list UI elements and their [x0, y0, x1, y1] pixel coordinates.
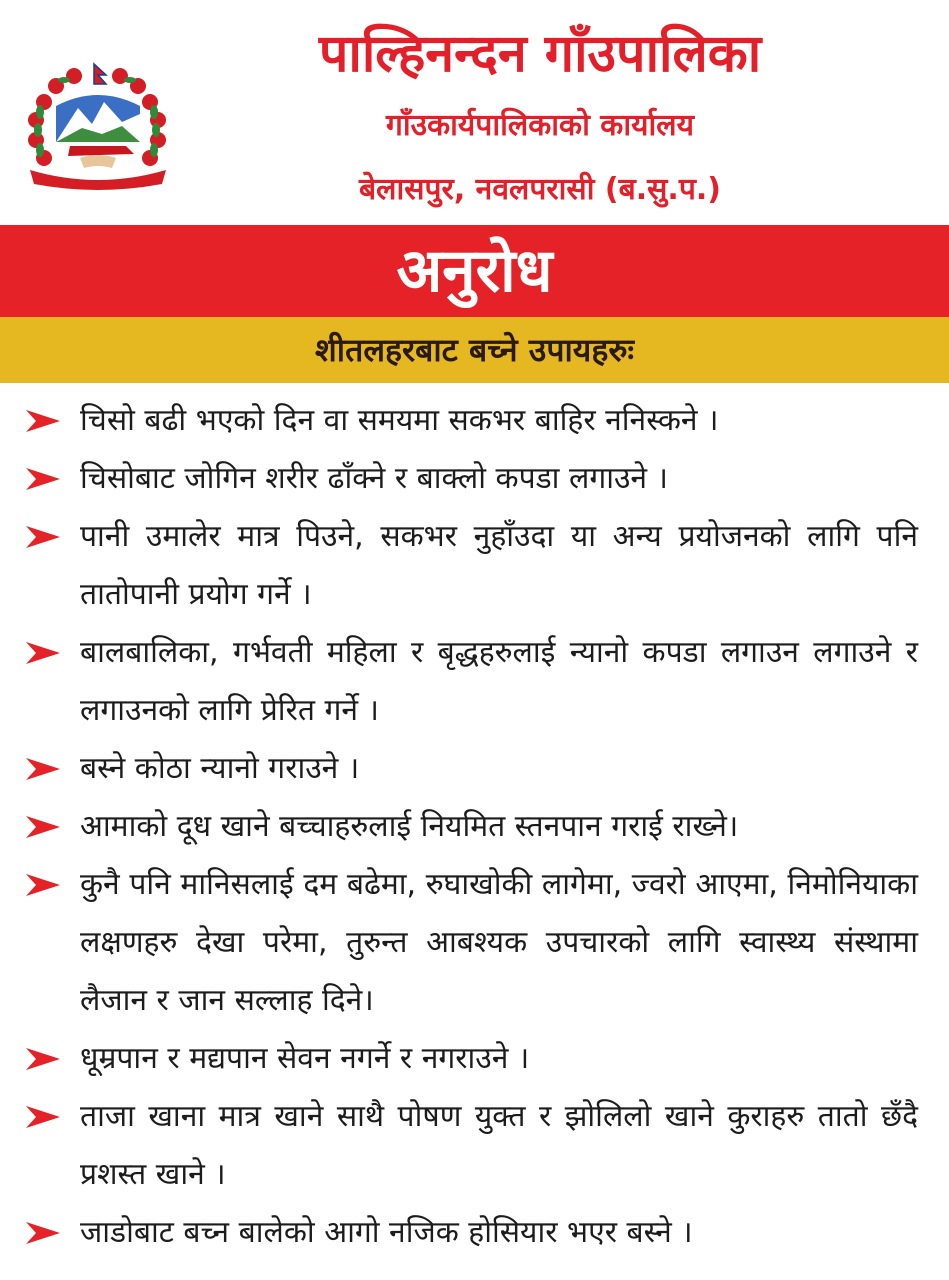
municipality-title: पाल्हिनन्दन गाँउपालिका — [318, 24, 762, 84]
request-banner — [0, 225, 949, 317]
arrow-bullet-icon — [26, 464, 60, 494]
cold-wave-subheading: शीतलहरबाट बच्ने उपायहरुः — [315, 331, 634, 369]
list-item-text: पानी उमालेर मात्र पिउने, सकभर नुहाँउदा या अन्य प्रयोजनको लागि पनि तातोपानी प्रयोग गर्ने । — [80, 519, 918, 612]
list-item-text: ताजा खाना मात्र खाने साथै पोषण युक्त र झोलिलो खाने कुराहरु तातो छँदै प्रशस्त खाने । — [80, 1099, 918, 1192]
arrow-bullet-icon — [26, 406, 60, 436]
list-item-text: आमाको दूध खाने बच्चाहरुलाई नियमित स्तनपान गराई राख्ने। — [80, 809, 739, 844]
header — [0, 0, 949, 225]
list-item-text: जाडोबाट बच्न बालेको आगो नजिक होसियार भएर बस्ने । — [80, 1215, 693, 1250]
list-item-text: चिसो बढी भएको दिन वा समयमा सकभर बाहिर ननिस्कने । — [80, 403, 719, 438]
list-item-text: धूम्रपान र मद्यपान सेवन नगर्ने र नगराउने । — [80, 1041, 530, 1076]
arrow-bullet-icon — [26, 1102, 60, 1132]
arrow-bullet-icon — [26, 812, 60, 842]
precautions-list — [0, 392, 949, 1272]
list-item-text: बालबालिका, गर्भवती महिला र बृद्धहरुलाई न्यानो कपडा लगाउन लगाउने र लगाउनको लागि प्रेरित गर्ने । — [80, 635, 918, 728]
list-item-text: कुनै पनि मानिसलाई दम बढेमा, रुघाखोकी लागेमा, ज्वरो आएमा, निमोनियाका लक्षणहरु देखा परेमा, तुरुन्त आबश्यक उपचारको लागि स्वास्थ्य संस्थामा लैजान र जान सल्लाह दिने। — [80, 867, 918, 1018]
request-heading: अनुरोध — [396, 236, 553, 306]
list-item-text: चिसोबाट जोगिन शरीर ढाँक्ने र बाक्लो कपडा लगाउने । — [80, 461, 668, 496]
office-name: गाँउकार्यपालिकाको कार्यालय — [385, 108, 694, 143]
arrow-bullet-icon — [26, 1218, 60, 1248]
arrow-bullet-icon — [26, 522, 60, 552]
arrow-bullet-icon — [26, 870, 60, 900]
arrow-bullet-icon — [26, 1044, 60, 1074]
office-address: बेलासपुर, नवलपरासी (ब.सु.प.) — [359, 172, 721, 207]
arrow-bullet-icon — [26, 754, 60, 784]
arrow-bullet-icon — [26, 638, 60, 668]
subheading-banner — [0, 317, 949, 383]
list-item-text: बस्ने कोठा न्यानो गराउने । — [80, 751, 360, 786]
